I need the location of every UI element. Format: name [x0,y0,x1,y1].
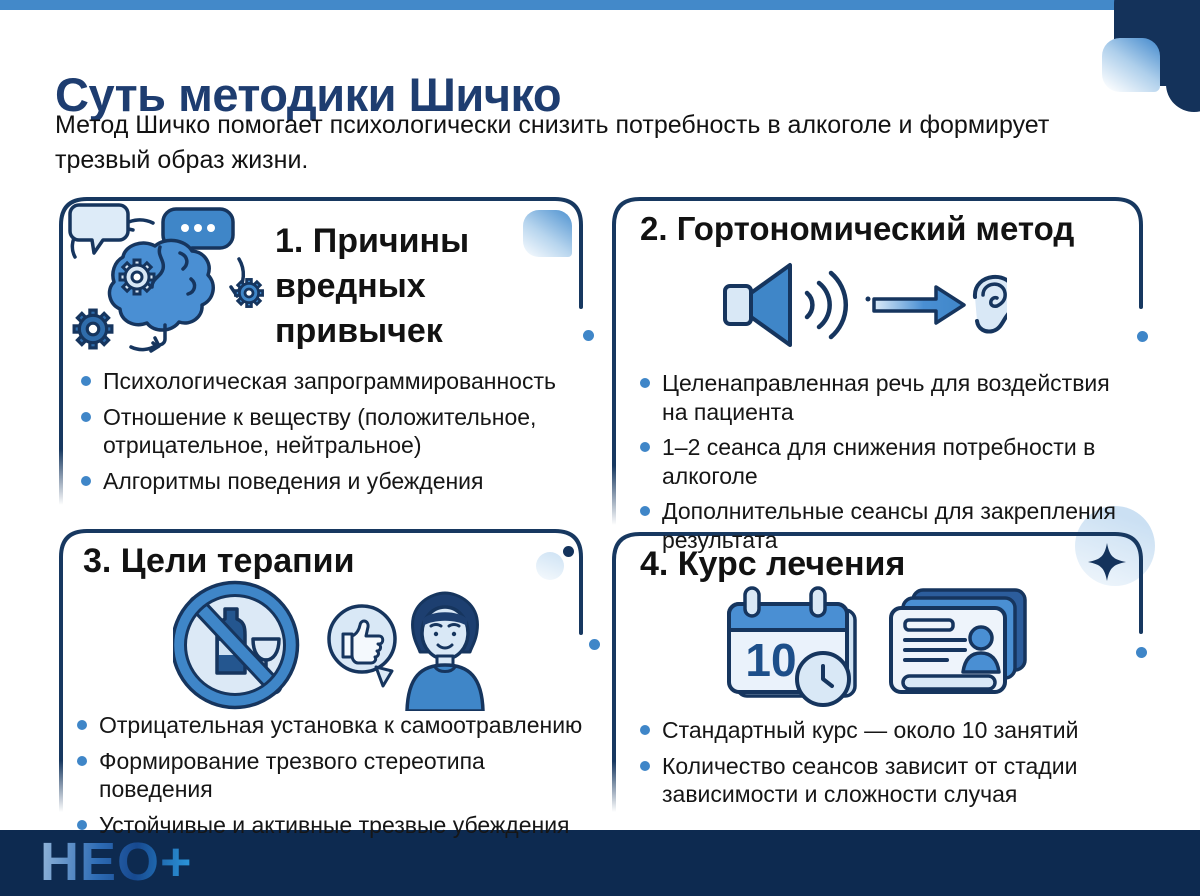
neo-plus-logo: НЕО+ [40,832,193,892]
card-goals [57,527,585,838]
bullet-item [77,747,597,804]
card-bullets [640,716,1129,816]
bullet-item [640,752,1129,809]
bullet-item [81,367,571,396]
bullet-text: Дополнительные сеансы для закрепления результата [662,498,1117,553]
edge-dot-icon [1137,331,1148,342]
brain-gears-icon [63,201,275,359]
bullet-item [640,716,1129,745]
calendar-10-clock-icon [729,588,855,705]
bullet-text: 1–2 сеанса для снижения потребности в алкоголе [662,434,1096,489]
bullet-dot-icon [640,378,650,388]
bullet-text: Отрицательная установка к самоотравлению [99,712,583,738]
person-icon [407,593,483,711]
bullet-dot-icon [77,756,87,766]
bullet-text: Целенаправленная речь для воздействия на пациента [662,370,1110,425]
speaker-icon [725,286,751,324]
bullet-dot-icon [81,476,91,486]
calendar-number: 10 [745,634,797,686]
bullet-item [77,711,597,740]
edge-dot-icon [583,330,594,341]
speaker-to-ear-icon [722,255,1007,355]
card-title: 2. Гортономический метод [640,210,1075,247]
bullet-text: Алгоритмы поведения и убеждения [103,467,484,494]
ear-icon [975,277,1007,332]
bullet-text: Устойчивые и активные трезвые убеждения [99,811,570,838]
card-course [610,530,1145,812]
page-subtitle: Метод Шичко помогает психологически снизить потребность в алкоголе и формирует трезвый образ жизни. [55,111,1050,174]
card-title: 3. Цели терапии [83,542,355,580]
sparkle-icon [1088,543,1126,581]
bullet-text: Количество сеансов зависит от стадии зависимости и сложности случая [662,752,1078,808]
bullet-item [640,369,1123,426]
page-title: Суть методики Шичко [55,68,562,122]
bullet-text: Формирование трезвого стереотипа поведения [99,747,485,803]
patient-cards-icon [891,590,1025,692]
bullet-text: Стандартный курс — около 10 занятий [662,717,1079,743]
bullet-item [81,467,571,496]
bullet-text: Отношение к веществу (положительное, отрицательное, нейтральное) [103,403,537,459]
bullet-dot-icon [640,506,650,516]
bullet-dot-icon [81,412,91,422]
bullet-dot-icon [81,376,91,386]
bullet-dot-icon [640,725,650,735]
no-alcohol-icon [173,583,298,708]
top-accent-bar [0,0,1200,10]
card-bullets [640,369,1123,561]
arrow-right-icon [874,287,964,323]
card-bullets [81,367,571,502]
edge-dot-icon [589,639,600,650]
bullet-item [81,403,571,460]
no-alcohol-thumbsup-person-icon [173,579,498,711]
corner-deco-dot [563,546,574,557]
corner-blob-extension [1166,0,1200,112]
bullet-dot-icon [640,761,650,771]
card-title: 1. Причины вредных привычек [275,222,470,350]
card-method [610,195,1145,553]
card-title: 4. Курс лечения [640,545,906,583]
bullet-dot-icon [640,442,650,452]
edge-dot-icon [1136,647,1147,658]
calendar-and-cards-icon [723,584,1041,712]
bullet-item [77,811,597,840]
thumbs-up-bubble-icon [329,606,395,686]
corner-gradient-square [1102,38,1160,92]
sound-waves-icon [807,273,846,337]
bullet-text: Психологическая запрограммированность [103,368,556,394]
bullet-item [640,433,1123,490]
card-bullets [77,711,597,846]
bullet-dot-icon [77,720,87,730]
card-causes [57,195,585,505]
bullet-dot-icon [77,820,87,830]
